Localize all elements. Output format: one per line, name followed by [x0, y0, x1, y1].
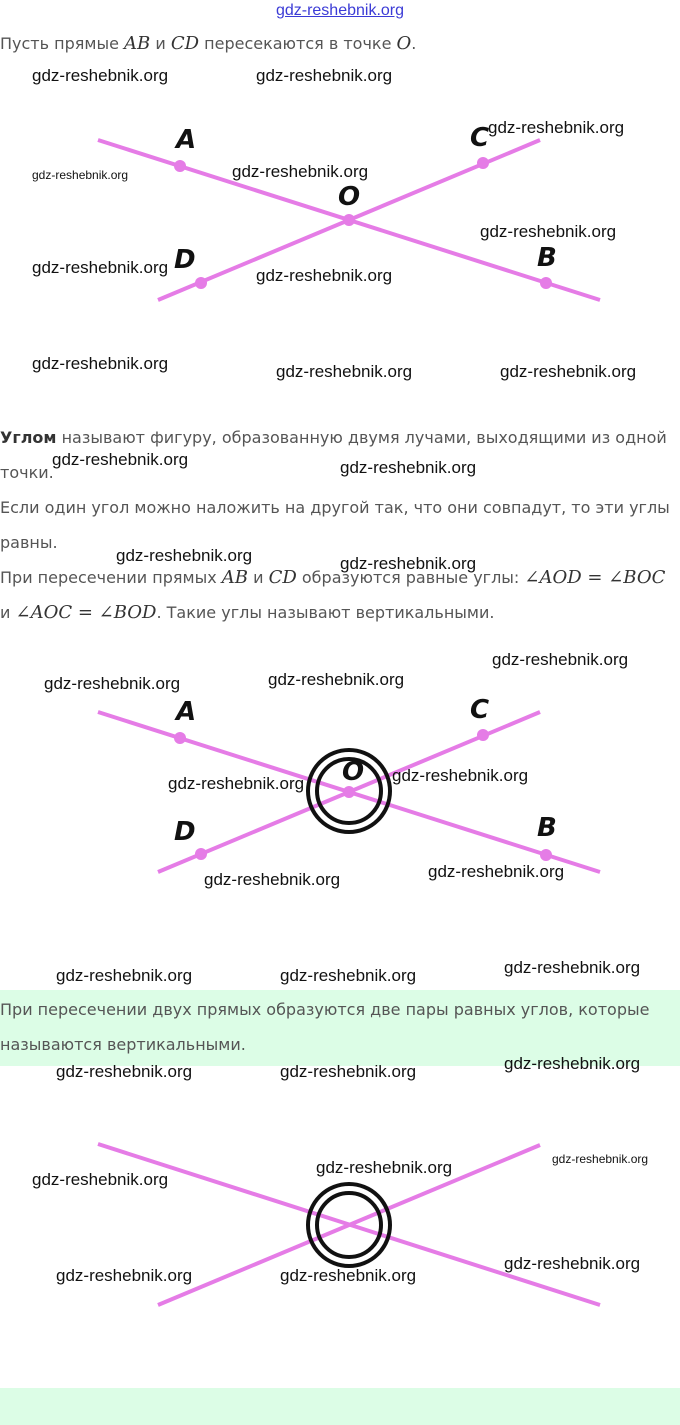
point-b — [540, 277, 552, 289]
watermark: gdz-reshebnik.org — [32, 168, 129, 182]
label-d: D — [174, 245, 196, 275]
watermark: gdz-reshebnik.org — [256, 266, 393, 285]
label-b: B — [537, 243, 557, 273]
watermark: gdz-reshebnik.org — [44, 674, 181, 693]
watermark: gdz-reshebnik.org — [276, 362, 413, 381]
label-a: A — [176, 697, 197, 727]
highlight-text: При пересечении двух прямых образуются две пары равных углов, которые называются вертикальными. — [0, 1000, 650, 1054]
watermark: gdz-reshebnik.org — [504, 1054, 641, 1073]
point-c — [477, 729, 489, 741]
label-b: B — [537, 813, 557, 843]
intro-paragraph: Пусть прямые AB и CD пересекаются в точке O. — [0, 33, 417, 54]
point-b — [540, 849, 552, 861]
point-o — [343, 786, 355, 798]
watermark: gdz-reshebnik.org — [32, 354, 169, 373]
watermark: gdz-reshebnik.org — [280, 1266, 417, 1285]
term-angle: Углом — [0, 428, 57, 447]
figure-vertical-angles-unlabeled — [0, 1100, 680, 1340]
watermark: gdz-reshebnik.org — [56, 1062, 193, 1081]
watermark: gdz-reshebnik.org — [500, 362, 637, 381]
point-d — [195, 277, 207, 289]
watermark: gdz-reshebnik.org — [168, 774, 305, 793]
watermark: gdz-reshebnik.org — [340, 458, 477, 477]
vertical-angles-paragraph: При пересечении прямых AB и CD образуются равные углы: ∠AOD = ∠BOC и ∠AOC = ∠BOD. Такие углы называют вертикальными. — [0, 567, 666, 623]
label-o: O — [342, 757, 365, 787]
point-d — [195, 848, 207, 860]
watermark: gdz-reshebnik.org — [116, 546, 253, 565]
watermark: gdz-reshebnik.org — [492, 650, 629, 669]
angle-definition: Углом называют фигуру, образованную двумя лучами, выходящими из одной точки. — [0, 428, 667, 482]
watermark: gdz-reshebnik.org — [256, 66, 393, 85]
point-a — [174, 732, 186, 744]
watermark: gdz-reshebnik.org — [268, 670, 405, 689]
site-header-link[interactable]: gdz-reshebnik.org — [275, 2, 405, 19]
watermark: gdz-reshebnik.org — [480, 222, 617, 241]
watermark: gdz-reshebnik.org — [488, 118, 625, 137]
watermark: gdz-reshebnik.org — [428, 862, 565, 881]
watermark: gdz-reshebnik.org — [504, 958, 641, 977]
label-o: O — [338, 182, 361, 212]
label-d: D — [174, 817, 196, 847]
watermark: gdz-reshebnik.org — [52, 450, 189, 469]
watermark: gdz-reshebnik.org — [280, 966, 417, 985]
highlight-box-bottom — [0, 1388, 680, 1425]
watermark: gdz-reshebnik.org — [204, 870, 341, 889]
watermark: gdz-reshebnik.org — [32, 1170, 169, 1189]
watermark: gdz-reshebnik.org — [340, 554, 477, 573]
watermark: gdz-reshebnik.org — [56, 966, 193, 985]
label-c: C — [470, 695, 490, 725]
watermark: gdz-reshebnik.org — [232, 162, 369, 181]
watermark: gdz-reshebnik.org — [280, 1062, 417, 1081]
watermark: gdz-reshebnik.org — [392, 766, 529, 785]
watermark: gdz-reshebnik.org — [32, 258, 169, 277]
watermark: gdz-reshebnik.org — [32, 66, 169, 85]
point-o — [343, 214, 355, 226]
point-c — [477, 157, 489, 169]
watermark: gdz-reshebnik.org — [504, 1254, 641, 1273]
watermark: gdz-reshebnik.org — [552, 1152, 649, 1166]
equality-paragraph: Если один угол можно наложить на другой так, что они совпадут, то эти углы равны. — [0, 498, 670, 552]
label-a: A — [176, 125, 197, 155]
watermark: gdz-reshebnik.org — [316, 1158, 453, 1177]
watermark: gdz-reshebnik.org — [56, 1266, 193, 1285]
label-c: C — [470, 123, 490, 153]
point-a — [174, 160, 186, 172]
